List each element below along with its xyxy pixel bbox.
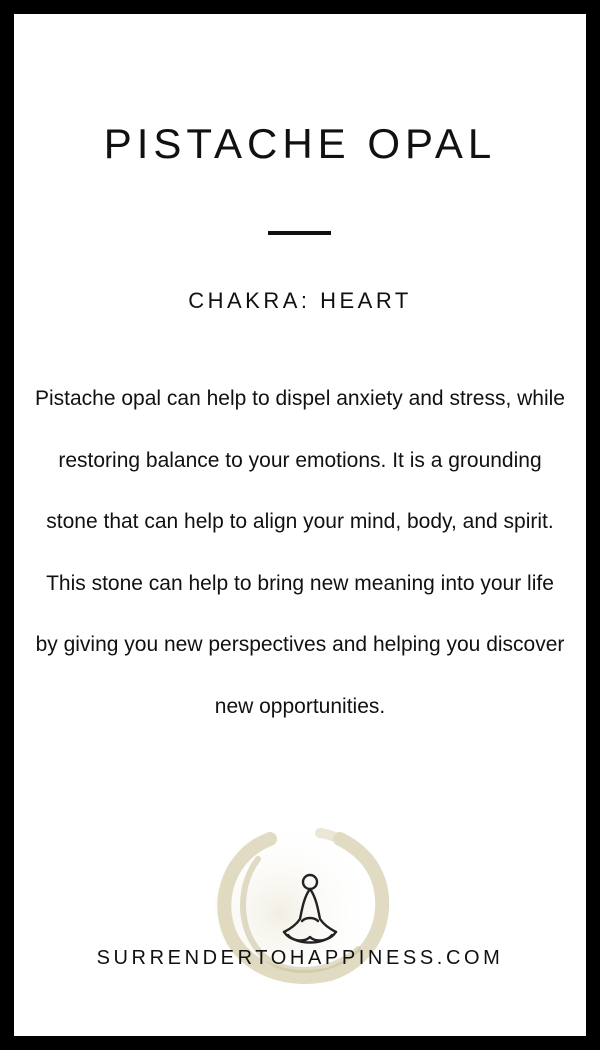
stone-description: Pistache opal can help to dispel anxiety and stress, while restoring balance to your emotions. It is a grounding stone that can help to align your mind, body, and spirit. This stone can help to bring new meaning into your life by giving you new perspectives and helping you discover new opportunities. (35, 387, 565, 718)
stone-card (14, 14, 586, 1036)
stone-title: PISTACHE OPAL (103, 120, 497, 167)
title-divider (268, 231, 331, 235)
chakra-label: CHAKRA: HEART (188, 288, 412, 313)
website-link[interactable]: SURRENDERTOHAPPINESS.COM (96, 947, 504, 969)
